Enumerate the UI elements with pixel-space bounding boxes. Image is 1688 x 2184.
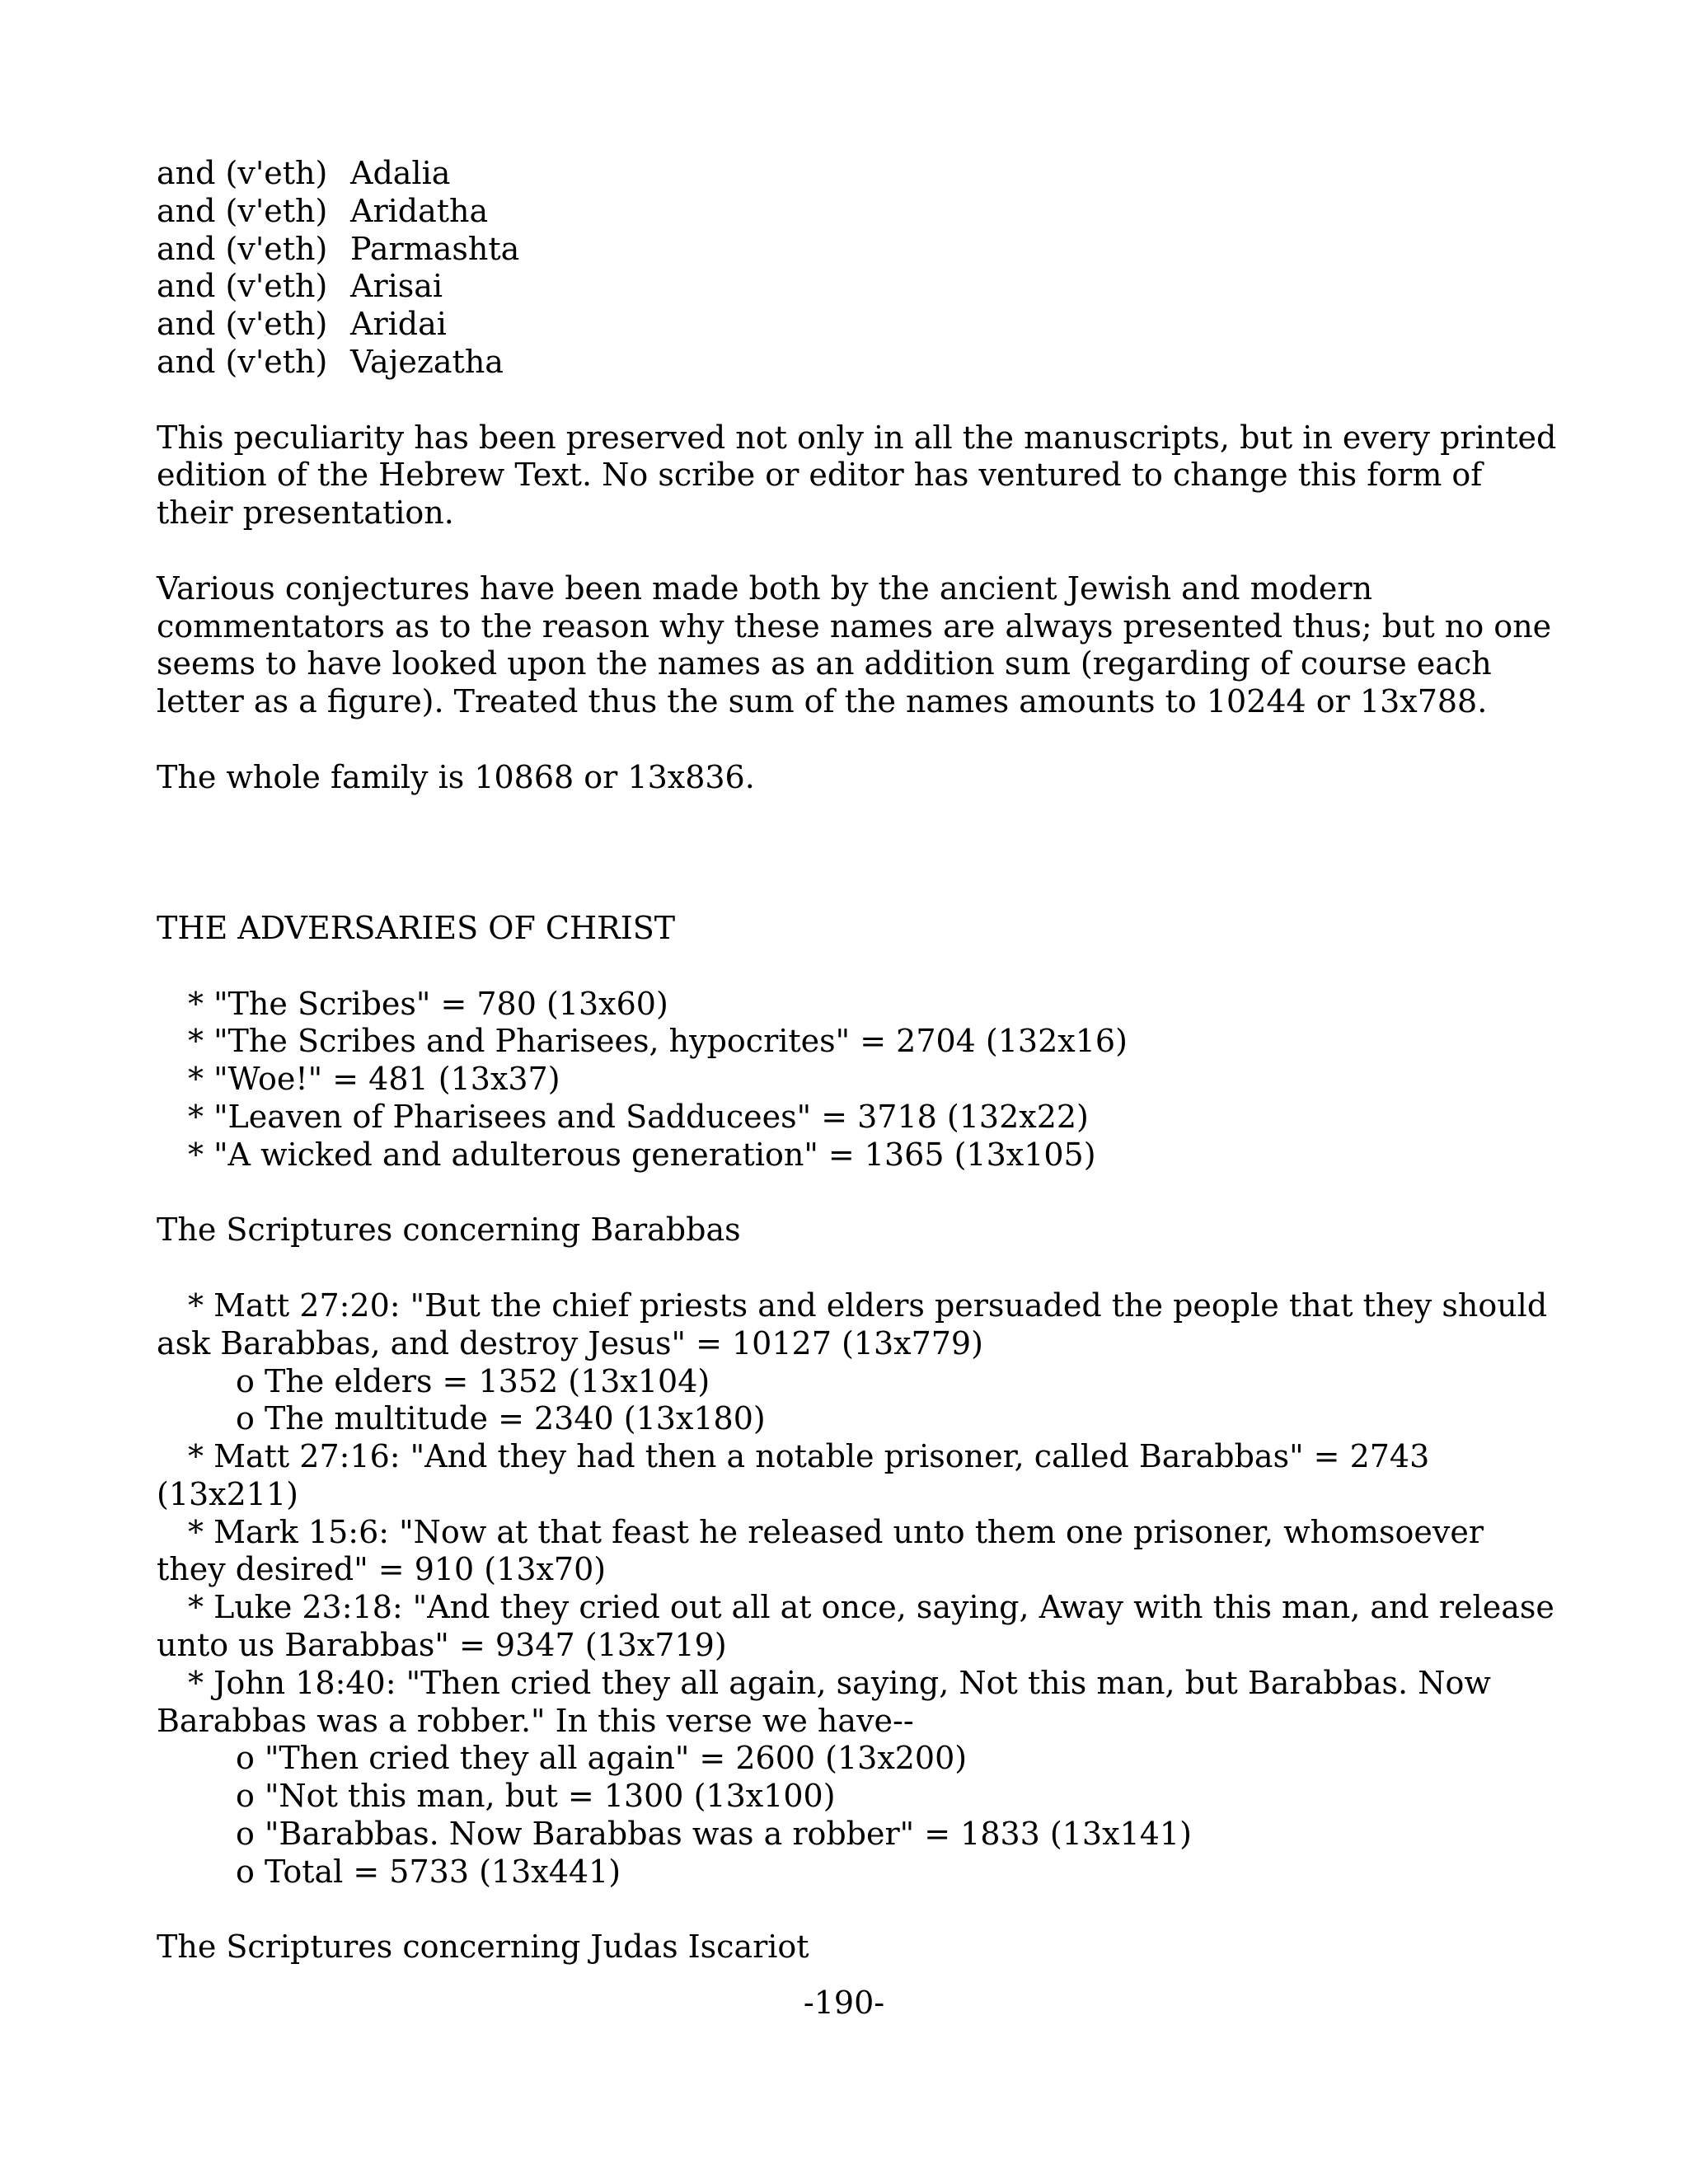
name-prefix: and (v'eth) [157,268,328,305]
section-heading: THE ADVERSARIES OF CHRIST [157,909,676,946]
paragraph-peculiarity: This peculiarity has been preserved not only in all the manuscripts, but in every printed edition of the Hebrew Text. No scribe or editor has ventured to change this form of their presentation. [157,419,1557,532]
names-list-row [157,268,1558,306]
name-value: Aridatha [350,192,489,229]
list-item: * Luke 23:18: "And they cried out all at once, saying, Away with this man, and release unto us Barabbas" = 9347 (13x719) [157,1589,1554,1664]
sub-list-item: o "Then cried they all again" = 2600 (13x200) [236,1740,968,1777]
names-list-row [157,344,1558,382]
page-number: -190- [803,1985,885,2021]
name-prefix: and (v'eth) [157,343,328,380]
name-value: Aridai [350,306,447,343]
list-item: * "Woe!" = 481 (13x37) [188,1061,560,1098]
name-prefix: and (v'eth) [157,155,328,191]
sub-list-item: o "Barabbas. Now Barabbas was a robber" = 1833 (13x141) [236,1816,1192,1853]
barabbas-list [157,1287,1558,1891]
list-item: * "Leaven of Pharisees and Sadducees" = 3718 (132x22) [188,1098,1089,1135]
barabbas-heading: The Scriptures concerning Barabbas [157,1212,741,1249]
list-item: * "A wicked and adulterous generation" = 1365 (13x105) [188,1136,1096,1173]
list-item: * Mark 15:6: "Now at that feast he released unto them one prisoner, whomsoever they desired" = 910 (13x70) [157,1513,1484,1588]
sub-list-item: o The elders = 1352 (13x104) [236,1362,710,1399]
sub-list-item: o "Not this man, but = 1300 (13x100) [236,1778,836,1815]
names-list [157,155,1558,382]
name-prefix: and (v'eth) [157,230,328,267]
names-list-row [157,193,1558,231]
name-prefix: and (v'eth) [157,192,328,229]
names-list-row [157,231,1558,269]
sub-list-item: o Total = 5733 (13x441) [236,1853,621,1890]
list-item: * Matt 27:20: "But the chief priests and elders persuaded the people that they should ask Barabbas, and destroy Jesus" = 10127 (13x779) [157,1286,1548,1361]
list-item: * "The Scribes and Pharisees, hypocrites" = 2704 (132x16) [188,1023,1128,1060]
paragraph-whole-family: The whole family is 10868 or 13x836. [157,758,755,795]
name-value: Vajezatha [350,343,504,380]
sub-list-item: o The multitude = 2340 (13x180) [236,1400,766,1437]
name-value: Parmashta [350,230,520,267]
name-value: Adalia [350,155,451,191]
list-item: * "The Scribes" = 780 (13x60) [188,985,668,1022]
list-item: * John 18:40: "Then cried they all again, saying, Not this man, but Barabbas. Now Barabbas was a robber." In this verse we have-- [157,1664,1491,1739]
names-list-row [157,306,1558,344]
adversaries-list [157,986,1558,1174]
judas-heading: The Scriptures concerning Judas Iscariot [157,1929,809,1966]
name-prefix: and (v'eth) [157,306,328,343]
paragraph-conjectures: Various conjectures have been made both by the ancient Jewish and modern commentators as to the reason why these names are always presented thus; but no one seems to have looked upon the names as an addition sum (regarding of course each letter as a figure). Treated thus the sum of the names amounts to 10244 or 13x788. [157,569,1552,720]
list-item: * Matt 27:16: "And they had then a notable prisoner, called Barabbas" = 2743 (13x211) [157,1438,1430,1512]
page-content [157,155,1558,1966]
names-list-row [157,155,1558,193]
name-value: Arisai [350,268,443,305]
